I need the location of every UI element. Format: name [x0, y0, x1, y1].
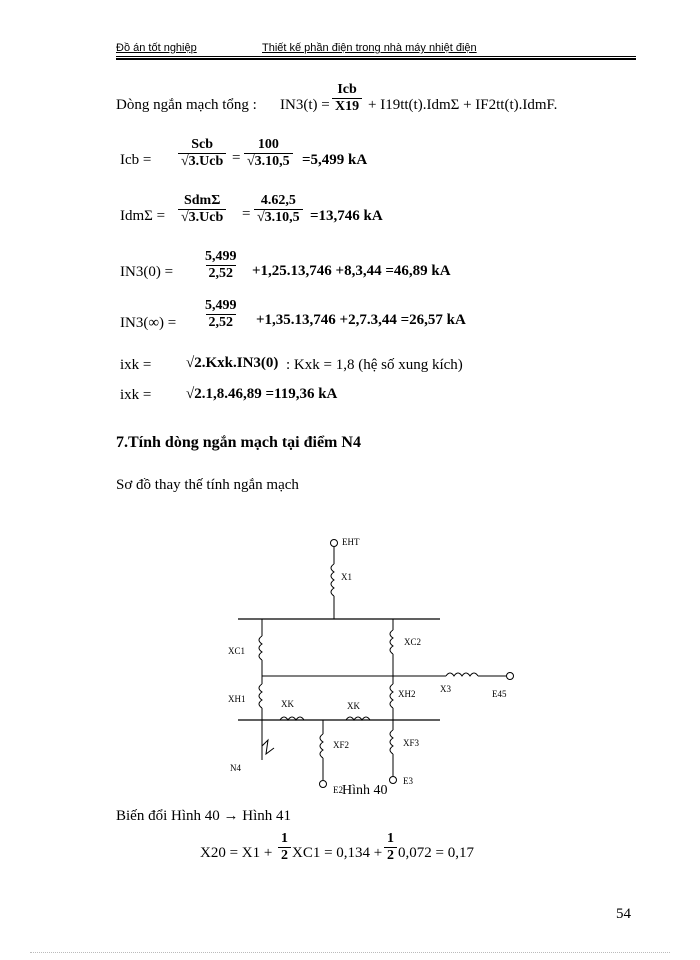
in3inf-den: 2,52 — [206, 314, 237, 331]
label-eht: EHT — [342, 537, 360, 547]
label-xh1: XH1 — [228, 694, 246, 704]
transform-text: Biến đổi Hình 40 → Hình 41 — [116, 808, 291, 824]
x20-mid: XC1 = 0,134 + — [292, 845, 383, 861]
icb-num2: 100 — [257, 137, 279, 152]
total-lhs: IN3(t) = — [280, 97, 330, 113]
idm-result: =13,746 kA — [310, 208, 383, 224]
xc2-coil — [390, 630, 393, 654]
icb-num1: Scb — [191, 137, 214, 152]
total-label: Dòng ngắn mạch tổng : — [116, 97, 257, 113]
in3inf-lhs: IN3(∞) = — [120, 315, 177, 331]
x20-half-b-num: 1 — [387, 831, 394, 846]
x20-half-a-num: 1 — [281, 831, 288, 846]
in30-rest: +1,25.13,746 +8,3,44 =46,89 kA — [252, 263, 451, 279]
in30-den: 2,52 — [206, 265, 237, 282]
label-x3: X3 — [440, 684, 451, 694]
label-xk-right: XK — [347, 701, 360, 711]
e45-node — [507, 673, 514, 680]
ixk2-expr: √2.1,8.46,89 =119,36 kA — [186, 386, 338, 402]
section-heading: 7.Tính dòng ngắn mạch tại điểm N4 — [116, 434, 361, 451]
e2-node — [320, 781, 327, 788]
section-subtitle: Sơ đồ thay thế tính ngắn mạch — [116, 477, 299, 493]
idm-num2: 4.62,5 — [260, 193, 296, 208]
in30-num: 5,499 — [205, 249, 237, 264]
xh1-coil — [259, 684, 262, 708]
x20-lhs: X20 = X1 + — [200, 845, 273, 861]
x1-coil — [331, 564, 334, 596]
total-num: Icb — [337, 82, 357, 97]
xf3-coil — [390, 730, 393, 754]
label-e3: E3 — [403, 776, 413, 786]
footer-dotted-line — [30, 952, 670, 953]
total-den: X19 — [332, 98, 362, 115]
idm-den2: √3.10,5 — [254, 209, 303, 226]
label-n4: N4 — [230, 763, 241, 773]
label-xf3: XF3 — [403, 738, 420, 748]
xf2-coil — [320, 734, 323, 758]
ixk1-expr: √2.Kxk.IN3(0) — [186, 355, 279, 371]
icb-result: =5,499 kA — [302, 152, 368, 168]
in3inf-num: 5,499 — [205, 298, 237, 313]
label-x1: X1 — [341, 572, 352, 582]
in3inf-rest: +1,35.13,746 +2,7.3,44 =26,57 kA — [256, 312, 466, 328]
x20-half-a-den: 2 — [278, 847, 291, 864]
label-e45: E45 — [492, 689, 507, 699]
x3-coil — [446, 673, 478, 676]
label-xc1: XC1 — [228, 646, 246, 656]
ixk1-lhs: ixk = — [120, 357, 152, 373]
label-xh2: XH2 — [398, 689, 416, 699]
xh2-coil — [390, 684, 393, 708]
header-right: Thiết kế phần điện trong nhà máy nhiệt điện — [262, 42, 477, 54]
ixk1-note: : Kxk = 1,8 (hệ số xung kích) — [286, 357, 463, 373]
label-xf2: XF2 — [333, 740, 350, 750]
idm-num1: SdmΣ — [183, 193, 221, 208]
total-rhs: + I19tt(t).IdmΣ + IF2tt(t).IdmF. — [368, 97, 558, 113]
idm-equals: = — [242, 206, 251, 222]
label-e2: E2 — [333, 785, 343, 795]
idm-den1: √3.Ucb — [178, 209, 226, 226]
label-xc2: XC2 — [404, 637, 422, 647]
icb-den1: √3.Ucb — [178, 153, 226, 170]
x20-half-a — [278, 831, 291, 864]
eht-node — [331, 540, 338, 547]
x20-half-b — [384, 831, 397, 864]
xc1-coil — [259, 636, 262, 660]
page-number: 54 — [616, 906, 631, 922]
x20-end: 0,072 = 0,17 — [398, 845, 474, 861]
figure-caption: Hình 40 — [342, 783, 388, 798]
icb-equals: = — [232, 150, 241, 166]
idm-lhs: IdmΣ = — [120, 208, 166, 224]
header-left: Đồ án tốt nghiệp — [116, 42, 197, 54]
icb-lhs: Icb = — [120, 152, 152, 168]
n4-fault-arrow — [262, 740, 274, 754]
label-xk-left: XK — [281, 699, 294, 709]
icb-den2: √3.10,5 — [244, 153, 293, 170]
ixk2-lhs: ixk = — [120, 387, 152, 403]
x20-half-b-den: 2 — [384, 847, 397, 864]
in30-lhs: IN3(0) = — [120, 264, 174, 280]
e3-node — [390, 777, 397, 784]
